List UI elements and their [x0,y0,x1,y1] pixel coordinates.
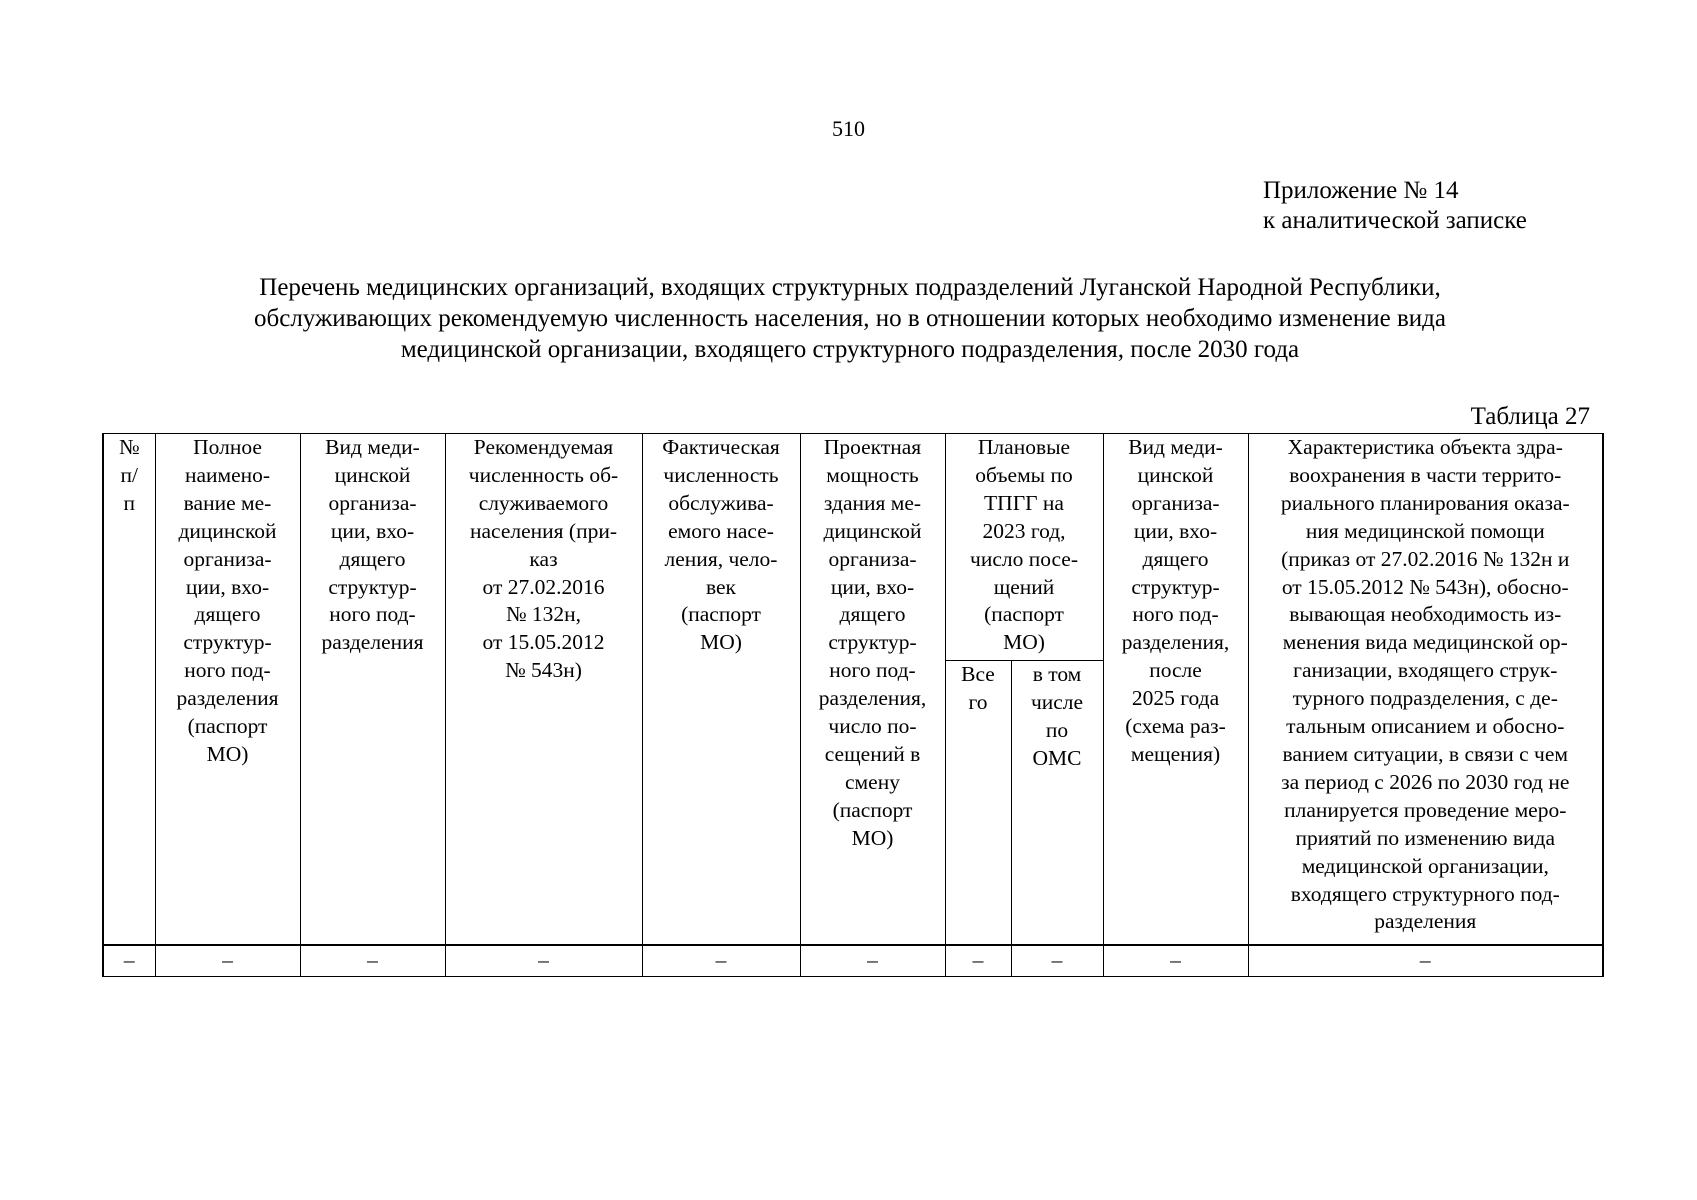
header-capacity [800,434,945,946]
header-text-line: п/ [120,462,138,487]
header-text-line: (схема раз- [1125,714,1226,739]
header-text-line: разделения, [818,686,927,711]
appendix-caption [1263,176,1527,236]
organizations-table [102,433,1604,977]
header-full-name [155,434,300,946]
header-text-line: разделения [1374,909,1477,934]
header-text-line: ОМС [1032,745,1082,770]
header-text-line: по [1045,717,1069,742]
header-text-line: век [705,574,736,599]
header-text-line: ления, чело- [664,546,778,571]
header-text-line: мещения) [1130,741,1221,766]
header-text-line: № [118,435,140,459]
header-text-line: за период с 2026 по 2030 год не [1281,769,1570,794]
header-text-line: Фактическая [662,435,780,459]
header-text-line: структур- [328,574,417,599]
table-cell: – [155,945,300,977]
header-text-line: цинской [334,462,411,487]
header-text-line: цинской [1137,462,1214,487]
header-text-line: смену [845,769,900,794]
header-text-line: от 27.02.2016 [482,574,605,599]
header-text-line: мощность [826,462,919,487]
document-title [130,272,1570,365]
header-text-line: МО) [1003,630,1045,655]
header-text-line: менения вида медицинской ор- [1282,630,1568,655]
header-type-after-2025 [1103,434,1248,946]
header-text-line: (паспорт [984,602,1064,627]
header-text-line: риального планирования оказа- [1280,490,1570,515]
header-text-line: ции, вхо- [1133,518,1218,543]
header-text-line: ТПГГ на [984,490,1064,515]
appendix-line-2: к аналитической записке [1263,207,1527,234]
table-cell: – [300,945,445,977]
header-text-line: Плановые [977,435,1071,459]
table-cell: – [1103,945,1248,977]
title-line: медицинской организации, входящего структурного подразделения, после 2030 года [400,336,1300,363]
header-text-line: п [123,490,135,515]
table-cell: – [642,945,800,977]
header-text-line: организа- [183,546,272,571]
header-text-line: вывающая необходимость из- [1289,602,1562,627]
header-planned-total [945,661,1011,946]
table-cell: – [103,945,155,977]
header-text-line: структур- [183,630,272,655]
header-text-line: ния медицинской помощи [1305,518,1545,543]
header-text-line: организа- [328,490,417,515]
header-characteristic [1248,434,1603,946]
header-actual-population [642,434,800,946]
table-row [103,945,1603,977]
header-text-line: приятий по изменению вида [1295,825,1556,850]
header-text-line: структур- [1131,574,1220,599]
header-text-line: Вид меди- [1128,435,1223,459]
header-text-line: здания ме- [823,490,922,515]
header-text-line: ции, вхо- [330,518,415,543]
appendix-line-1: Приложение № 14 [1263,177,1459,204]
header-text-line: емого насе- [668,518,774,543]
header-text-line: (паспорт [187,714,268,739]
header-text-line: (паспорт [681,602,761,627]
header-text-line: тальным описанием и обосно- [1286,714,1565,739]
header-text-line: МО) [700,630,742,655]
header-text-line: разделения, [1121,630,1230,655]
header-text-line: (паспорт [832,797,913,822]
header-text-line: разделения [321,630,424,655]
header-text-line: наимено- [184,462,271,487]
header-text-line: сещений в [824,741,921,766]
header-text-line: дицинской [178,518,277,543]
header-text-line: от 15.05.2012 № 543н), обосно- [1281,574,1569,599]
header-text-line: числе [1030,689,1084,714]
header-text-line: Полное [193,435,262,459]
table-cell: – [945,945,1011,977]
header-text-line: организа- [1131,490,1220,515]
header-text-line: Все [961,662,995,686]
header-text-line: ного под- [1132,602,1219,627]
table-label: Таблица 27 [1470,403,1590,430]
header-text-line: медицинской организации, [1301,853,1549,878]
table-cell: – [1011,945,1103,977]
header-text-line: (приказ от 27.02.2016 № 132н и [1281,546,1570,571]
header-text-line: дящего [1142,546,1209,571]
header-text-line: ного под- [184,658,271,683]
header-text-line: щений [993,574,1055,599]
header-text-line: Проектная [823,435,922,459]
table-cell: – [445,945,642,977]
header-text-line: ного под- [329,602,416,627]
header-text-line: дящего [194,602,261,627]
header-text-line: служиваемого [478,490,609,515]
header-text-line: объемы по [975,462,1073,487]
table-cell: – [1248,945,1603,977]
title-line: Перечень медицинских организаций, входящих структурных подразделений Луганской Народной Республики, [259,274,1441,301]
header-text-line: обслужива- [668,490,774,515]
header-planned-volumes [945,434,1103,661]
header-text-line: дящего [339,546,406,571]
header-text-line: численность [663,462,779,487]
header-text-line: структур- [828,630,917,655]
header-text-line: от 15.05.2012 [482,630,605,655]
header-text-line: го [968,689,988,714]
header-text-line: МО) [206,741,249,766]
header-text-line: численность об- [468,462,619,487]
header-text-line: входящего структурного под- [1290,881,1560,906]
page-number: 510 [832,116,865,141]
table-cell: – [800,945,945,977]
header-text-line: число посе- [970,546,1079,571]
header-text-line: № 132н, [505,602,582,627]
header-text-line: вание ме- [183,490,272,515]
header-text-line: 2023 год, [982,518,1066,543]
header-text-line: разделения [176,686,279,711]
header-text-line: организа- [828,546,917,571]
header-text-line: населения (при- [469,518,618,543]
header-text-line: ного под- [829,658,916,683]
header-text-line: 2025 года [1131,686,1220,711]
header-text-line: после [1149,658,1202,683]
header-text-line: ганизации, входящего струк- [1293,658,1558,683]
header-text-line: число по- [828,714,917,739]
header-text-line: каз [529,546,558,571]
header-text-line: Характеристика объекта здра- [1287,435,1563,459]
header-text-line: в том [1032,662,1082,686]
header-type [300,434,445,946]
header-text-line: Вид меди- [325,435,420,459]
header-text-line: ванием ситуации, в связи с чем [1282,741,1568,766]
header-text-line: дящего [839,602,906,627]
header-text-line: ции, вхо- [185,574,270,599]
header-text-line: Рекомендуемая [473,435,614,459]
header-text-line: воохранения в части террито- [1289,462,1562,487]
header-text-line: дицинской [823,518,922,543]
header-text-line: № 543н) [505,658,582,683]
header-text-line: планируется проведение меро- [1284,797,1567,822]
header-text-line: ции, вхо- [830,574,915,599]
header-text-line: МО) [851,825,894,850]
header-text-line: турного подразделения, с де- [1292,686,1558,711]
header-num [103,434,155,946]
header-recommended-population [445,434,642,946]
header-planned-oms [1011,661,1103,946]
header-row [103,434,1603,661]
title-line: обслуживающих рекомендуемую численность населения, но в отношении которых необходимо изменение вида [254,305,1446,332]
